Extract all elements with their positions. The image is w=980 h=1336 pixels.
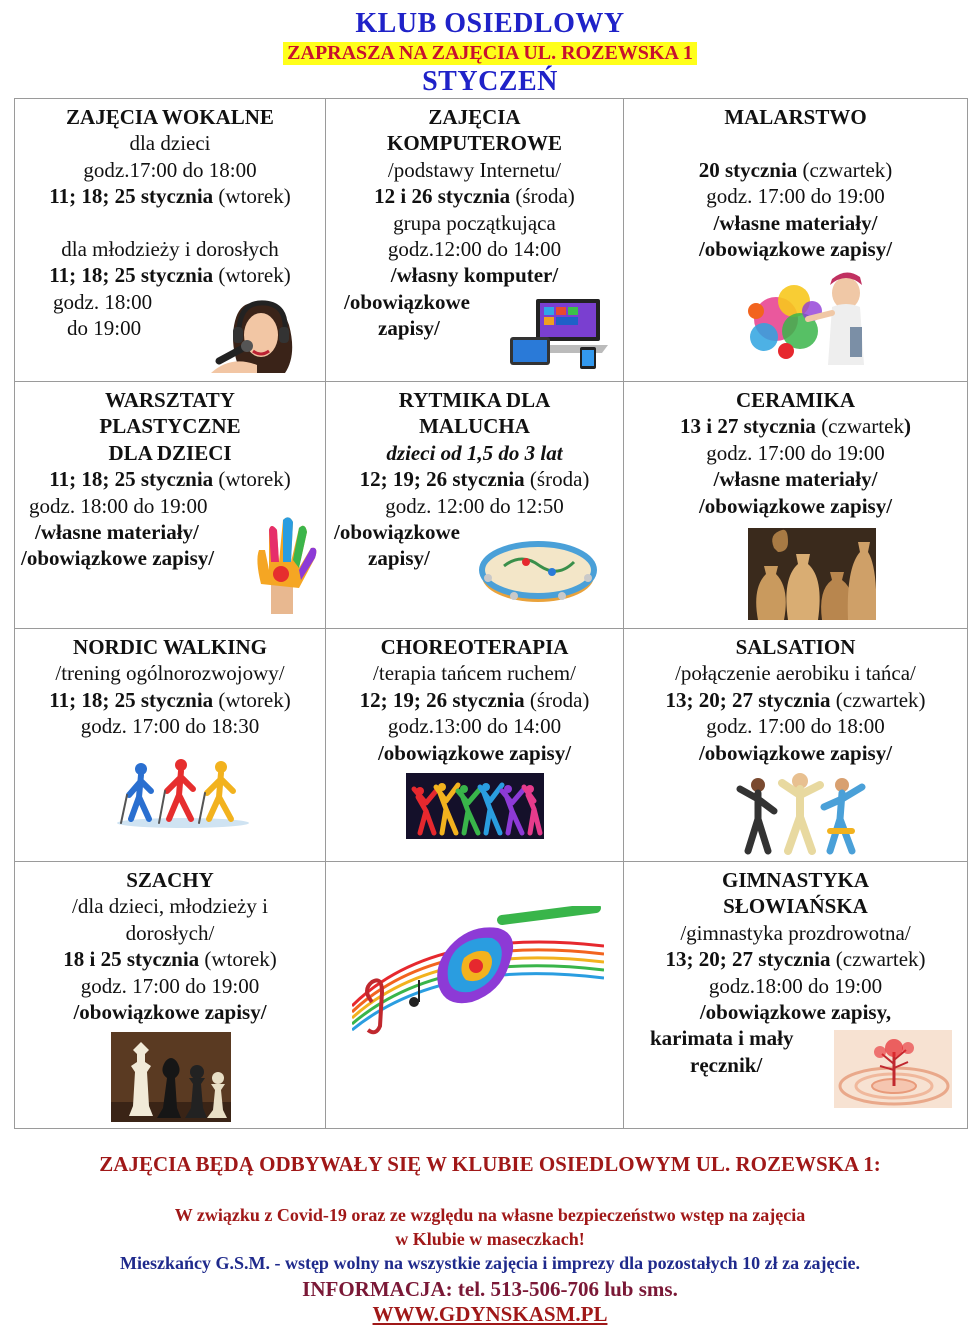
computer-line5: /obowiązkowe: [344, 290, 470, 314]
vocal-dates2-strong: 11; 18; 25 stycznia: [49, 263, 214, 287]
month-title: STYCZEŃ: [422, 66, 558, 97]
vocal-dates2: [15, 262, 325, 289]
choreo-dates: [326, 687, 623, 714]
painted-hand-icon: [241, 510, 321, 614]
vocal-day2: (wtorek): [213, 263, 291, 287]
footer-contact: INFORMACJA: tel. 513-506-706 lub sms.: [302, 1277, 678, 1301]
rhythm-title1: RYTMIKA DLA: [398, 388, 551, 412]
painting-day: (czwartek): [797, 158, 893, 182]
ceramics-day-close: ): [903, 414, 911, 438]
subtitle-wrap: [0, 42, 980, 65]
chess-dates-strong: 18 i 25 stycznia: [63, 947, 200, 971]
computer-line4: /własny komputer/: [390, 263, 559, 287]
ceramics-line1: godz. 17:00 do 19:00: [706, 441, 885, 465]
computer-line6: zapisy/: [378, 316, 440, 340]
rhythm-line3: /obowiązkowe: [334, 520, 460, 544]
laptop-tablet-phone-icon: [506, 295, 610, 371]
gym-line3: /obowiązkowe zapisy,: [699, 1000, 892, 1024]
salsation-line1: /połączenie aerobiku i tańca/: [675, 661, 916, 685]
nordic-walkers-icon: [103, 755, 253, 831]
vocal-line2: godz.17:00 do 18:00: [83, 158, 257, 182]
vocal-line3: dla młodzieży i dorosłych: [61, 237, 279, 261]
cell-salsation: [624, 629, 968, 862]
gym-title2: SŁOWIAŃSKA: [723, 894, 868, 918]
vocal-line1: dla dzieci: [129, 131, 211, 155]
rhythm-line1: dzieci od 1,5 do 3 lat: [386, 441, 563, 465]
ceramics-dates-strong: 13 i 27 stycznia: [680, 414, 816, 438]
computer-line1: /podstawy Internetu/: [387, 158, 562, 182]
dancing-figures-icon: [406, 773, 544, 839]
cell-vocal: [15, 99, 326, 382]
cell-computer: [326, 99, 624, 382]
cell-ceramics: [624, 382, 968, 629]
rhythm-title2: MALUCHA: [419, 414, 530, 438]
nordic-line2: godz. 17:00 do 18:30: [80, 714, 260, 738]
salsation-title: SALSATION: [735, 635, 856, 659]
painting-dates: [624, 157, 967, 184]
workshop-line2: /własne materiały/: [35, 520, 199, 544]
vocal-dates1-strong: 11; 18; 25 stycznia: [49, 184, 214, 208]
footer-pricing: Mieszkańcy G.S.M. - wstęp wolny na wszystkie zajęcia i imprezy dla pozostałych 10 zł za zajęcie.: [119, 1253, 861, 1273]
schedule-grid: [14, 98, 968, 1129]
vocal-line4: godz. 18:00: [53, 290, 153, 314]
painting-title: MALARSTWO: [724, 105, 867, 129]
tambourine-icon: [478, 532, 598, 610]
computer-line3: godz.12:00 do 14:00: [387, 237, 562, 261]
rhythm-day: (środa): [524, 467, 590, 491]
footer-location: ZAJĘCIA BĘDĄ ODBYWAŁY SIĘ W KLUBIE OSIEDLOWYM UL. ROZEWSKA 1:: [99, 1152, 881, 1176]
salsation-line2: godz. 17:00 do 18:00: [706, 714, 885, 738]
rhythm-line2: godz. 12:00 do 12:50: [385, 494, 564, 518]
choreo-line3: /obowiązkowe zapisy/: [377, 741, 572, 765]
ceramics-day: (czwartek: [815, 414, 904, 438]
cell-music: [326, 862, 624, 1129]
vocal-day1: (wtorek): [213, 184, 291, 208]
dancers-icon: [734, 771, 868, 855]
workshop-title3: DLA DZIECI: [108, 441, 232, 465]
nordic-line1: /trening ogólnorozwojowy/: [55, 661, 285, 685]
choreo-line1: /terapia tańcem ruchem/: [373, 661, 576, 685]
workshop-title2: PLASTYCZNE: [99, 414, 241, 438]
ceramics-title: CERAMIKA: [736, 388, 855, 412]
singer-with-headphones-icon: [201, 295, 305, 373]
gym-dates: [624, 946, 967, 973]
page-title: KLUB OSIEDLOWY: [355, 8, 625, 39]
choreo-line2: godz.13:00 do 14:00: [387, 714, 562, 738]
computer-dates: [326, 183, 623, 210]
cell-workshop: [15, 382, 326, 629]
gym-dates-strong: 13; 20; 27 stycznia: [665, 947, 831, 971]
footer-website-link[interactable]: WWW.GDYNSKASM.PL: [372, 1302, 608, 1326]
workshop-day: (wtorek): [213, 467, 291, 491]
gym-line2: godz.18:00 do 19:00: [708, 974, 883, 998]
chess-line1: /dla dzieci, młodzieży i: [72, 894, 268, 918]
chess-title: SZACHY: [126, 868, 214, 892]
nordic-day: (wtorek): [213, 688, 291, 712]
subtitle: ZAPRASZA NA ZAJĘCIA UL. ROZEWSKA 1: [283, 42, 697, 65]
chess-line3: godz. 17:00 do 19:00: [80, 974, 260, 998]
painting-line2: /własne materiały/: [713, 211, 878, 235]
computer-day: (środa): [510, 184, 575, 208]
computer-title1: ZAJĘCIA: [428, 105, 521, 129]
clay-pots-icon: [748, 528, 876, 620]
cell-rhythm: [326, 382, 624, 629]
computer-line2: grupa początkująca: [393, 211, 556, 235]
choreo-dates-strong: 12; 19; 26 stycznia: [359, 688, 525, 712]
vocal-line5: do 19:00: [67, 316, 142, 340]
cell-choreo: [326, 629, 624, 862]
chess-line4: /obowiązkowe zapisy/: [73, 1000, 267, 1024]
nordic-dates-strong: 11; 18; 25 stycznia: [49, 688, 214, 712]
nordic-dates: [15, 687, 325, 714]
gym-line1: /gimnastyka prozdrowotna/: [680, 921, 911, 945]
gym-line4: karimata i mały: [650, 1026, 794, 1050]
chess-day: (wtorek): [199, 947, 277, 971]
vocal-dates1: [15, 183, 325, 210]
cell-chess: [15, 862, 326, 1129]
painting-line3: /obowiązkowe zapisy/: [698, 237, 893, 261]
rainbow-guitar-music-icon: [352, 906, 604, 1038]
choreo-day: (środa): [524, 688, 590, 712]
cell-gym: [624, 862, 968, 1129]
choreo-title: CHOREOTERAPIA: [380, 635, 569, 659]
ceramics-dates: [624, 413, 967, 440]
ceramics-line3: /obowiązkowe zapisy/: [698, 494, 893, 518]
computer-dates-strong: 12 i 26 stycznia: [374, 184, 511, 208]
nordic-title: NORDIC WALKING: [73, 635, 267, 659]
chess-pieces-icon: [111, 1032, 231, 1122]
salsation-line3: /obowiązkowe zapisy/: [698, 741, 893, 765]
chess-dates: [15, 946, 325, 973]
gym-day: (czwartek): [830, 947, 926, 971]
water-ripple-tree-icon: [834, 1030, 952, 1108]
salsation-dates: [624, 687, 967, 714]
salsation-day: (czwartek): [830, 688, 926, 712]
ceramics-line2: /własne materiały/: [713, 467, 878, 491]
workshop-dates: [15, 466, 325, 493]
cell-nordic: [15, 629, 326, 862]
computer-title2: KOMPUTEROWE: [386, 131, 562, 155]
rhythm-dates-strong: 12; 19; 26 stycznia: [359, 467, 525, 491]
workshop-line3: /obowiązkowe zapisy/: [21, 546, 215, 570]
workshop-title1: WARSZTATY: [105, 388, 235, 412]
cell-painting: [624, 99, 968, 382]
footer-masks-notice: w Klubie w maseczkach!: [395, 1229, 585, 1249]
salsation-dates-strong: 13; 20; 27 stycznia: [665, 688, 831, 712]
vocal-title: ZAJĘCIA WOKALNE: [66, 105, 274, 129]
footer-covid-notice: W związku z Covid-19 oraz ze względu na własne bezpieczeństwo wstęp na zajęcia: [174, 1205, 806, 1225]
gym-line5: ręcznik/: [690, 1053, 763, 1077]
rhythm-line4-strong: zapisy/: [368, 546, 430, 570]
rhythm-dates: [326, 466, 623, 493]
workshop-line1: godz. 18:00 do 19:00: [29, 494, 208, 518]
painting-line1: godz. 17:00 do 19:00: [706, 184, 885, 208]
painting-dates-strong: 20 stycznia: [698, 158, 798, 182]
chess-line2: dorosłych/: [125, 921, 215, 945]
workshop-dates-strong: 11; 18; 25 stycznia: [49, 467, 214, 491]
paint-splash-woman-icon: [742, 271, 876, 365]
gym-title1: GIMNASTYKA: [721, 868, 869, 892]
